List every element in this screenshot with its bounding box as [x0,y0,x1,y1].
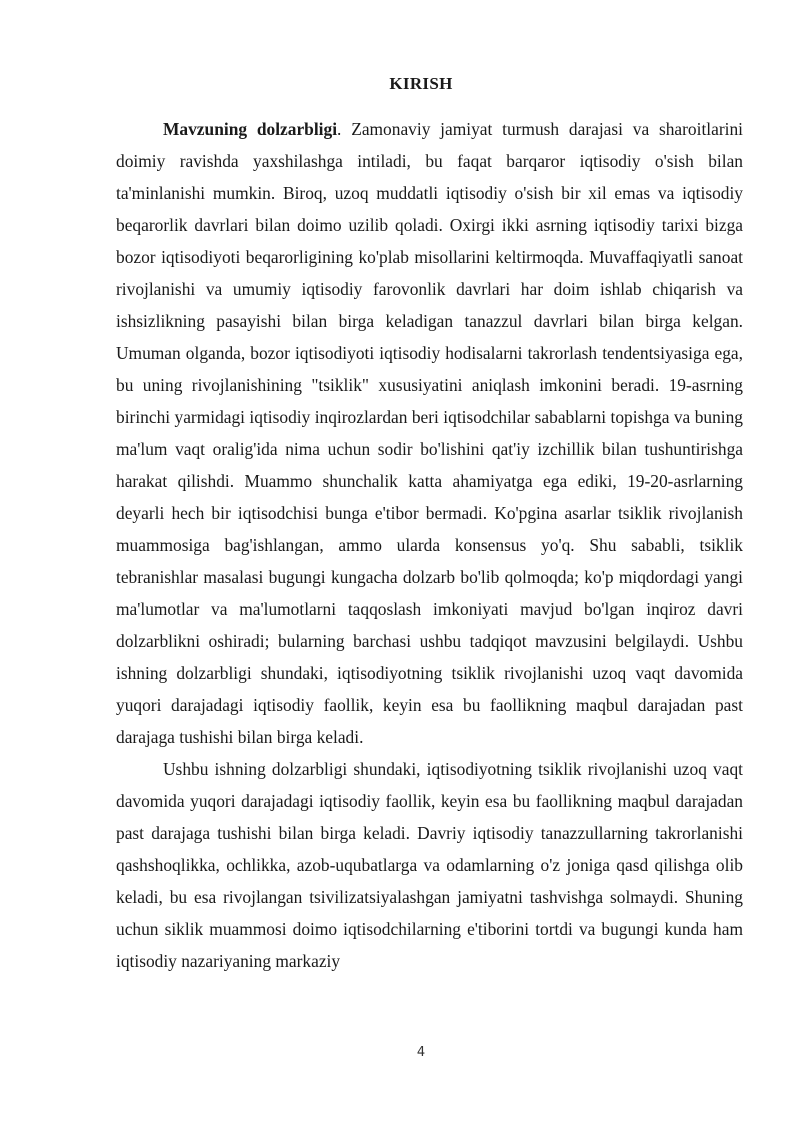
paragraph-relevance-continued [116,753,743,977]
paragraph-relevance [116,113,743,753]
paragraph-text: Ushbu ishning dolzarbligi shundaki, iqtisodiyotning tsiklik rivojlanishi uzoq vaqt davomida yuqori darajadagi iqtisodiy faollik, keyin esa bu faollikning maqbul darajadan past darajaga tushishi bilan birga keladi. Davriy iqtisodiy tanazzullarning takrorlanishi qashshoqlikka, ochlikka, azob-uqubatlarga va odamlarning o'z joniga qasd qilishga olib keladi, bu esa rivojlangan tsivilizatsiyalashgan jamiyatni tashvishga solmaydi. Shuning uchun siklik muammosi doimo iqtisodchilarning e'tiborini tortdi va bugungi kunda ham iqtisodiy nazariyaning markaziy [116,759,743,971]
section-heading: KIRISH [389,74,453,93]
page-number: 4 [416,1045,426,1060]
document-body [116,113,743,977]
paragraph-lead: Mavzuning dolzarbligi [163,119,338,139]
paragraph-lead-punct: . [337,119,342,139]
paragraph-text: Zamonaviy jamiyat turmush darajasi va sharoitlarini doimiy ravishda yaxshilashga intiladi, bu faqat barqaror iqtisodiy o'sish bilan ta'minlanishi mumkin. Biroq, uzoq muddatli iqtisodiy o'sish bir xil emas va iqtisodiy beqarorlik davrlari bilan doimo uzilib qoladi. Oxirgi ikki asrning iqtisodiy tarixi bizga bozor iqtisodiyoti beqarorligining ko'plab misollarini keltirmoqda. Muvaffaqiyatli sanoat rivojlanishi va umumiy iqtisodiy farovonlik davrlari har doim ishlab chiqarish va ishsizlikning pasayishi bilan birga keladigan tanazzul davrlari bilan birga kelgan. Umuman olganda, bozor iqtisodiyoti iqtisodiy hodisalarni takrorlash tendentsiyasiga ega, bu uning rivojlanishining "tsiklik" xususiyatini aniqlash imkonini beradi. 19-asrning birinchi yarmidagi iqtisodiy inqirozlardan beri iqtisodchilar sabablarni topishga va buning ma'lum vaqt oralig'ida nima uchun sodir bo'lishini qat'iy izchillik bilan tushuntirishga harakat qilishdi. Muammo shunchalik katta ahamiyatga ega ediki, 19-20-asrlarning deyarli hech bir iqtisodchisi bunga e'tibor bermadi. Ko'pgina asarlar tsiklik rivojlanish muammosiga bag'ishlangan, ammo ularda konsensus yo'q. Shu sababli, tsiklik tebranishlar masalasi bugungi kungacha dolzarb bo'lib qolmoqda; ko'p miqdordagi yangi ma'lumotlar va ma'lumotlarni taqqoslash imkoniyati mavjud bo'lgan inqiroz davri dolzarblikni oshiradi; bularning barchasi ushbu tadqiqot mavzusini belgilaydi. Ushbu ishning dolzarbligi shundaki, iqtisodiyotning tsiklik rivojlanishi uzoq vaqt davomida yuqori darajadagi iqtisodiy faollik, keyin esa bu faollikning maqbul darajadan past darajaga tushishi bilan birga keladi. [116,119,743,747]
